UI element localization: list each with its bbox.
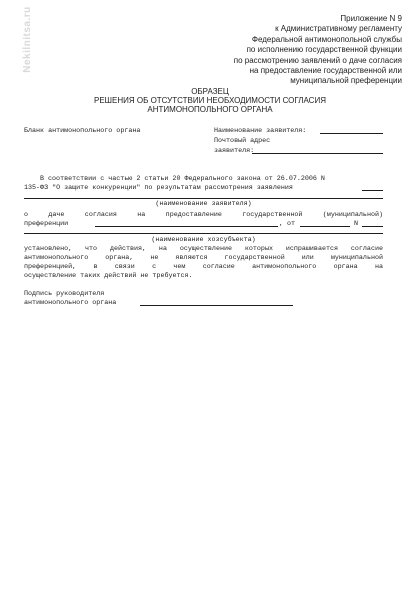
paragraph-2-number-sign: N [354,220,359,228]
title-line: ОБРАЗЕЦ [191,87,229,96]
preference-field [95,226,278,227]
postal-address-field [252,153,383,154]
paragraph-2-from: , от [279,220,296,228]
paragraph-3-line-2: антимонопольного органа, не являются государственной или муниципальной [24,254,383,262]
paragraph-3-line-3: преференцией, в связи с чем согласие антимонопольного органа на [24,263,383,271]
appendix-line: Федеральной антимонопольной службы [251,34,402,44]
paragraph-3-line-4: осуществление таких действий не требуется. [24,272,193,280]
title-line: РЕШЕНИЯ ОБ ОТСУТСТВИИ НЕОБХОДИМОСТИ СОГЛАСИЯ [94,96,326,105]
watermark-text: Nekilnitsa.ru [21,6,33,73]
title-line: АНТИМОНОПОЛЬНОГО ОРГАНА [147,105,273,114]
caption-entity: (наименование хозсубъекта) [151,236,256,244]
postal-address-label: Почтовый адрес [214,137,271,145]
paragraph-3-line-1: установлено, что действия, на осуществление которых испрашивается согласие [24,245,383,253]
applicant-name-field [320,133,383,134]
date-field [300,226,350,227]
paragraph-2-line-1: о даче согласия на предоставление государственной (муниципальной) [24,211,383,219]
appendix-line: на предоставление государственной или [249,66,402,76]
application-field [362,190,383,191]
appendix-line: к Административному регламенту [275,24,402,34]
postal-address-label-2: заявителя: [214,147,255,155]
appendix-line: по рассмотрению заявлений о даче согласия [233,55,402,65]
applicant-name-label: Наименование заявителя: [214,127,307,135]
appendix-line: по исполнению государственной функции [246,45,402,55]
paragraph-1-line-1: В соответствии с частью 2 статьи 20 Федерального закона от 26.07.2006 N [40,175,325,183]
entity-fill-line [24,233,383,234]
caption-applicant: (наименование заявителя) [155,200,252,208]
appendix-line: Приложение N 9 [340,14,402,23]
paragraph-2-prefix: преференции [24,220,69,228]
appendix-line: муниципальной преференции [290,76,402,86]
signature-field [140,305,293,306]
signature-label-2: антимонопольного органа [24,299,117,307]
number-field [362,226,383,227]
letterhead-label: Бланк антимонопольного органа [24,127,141,135]
appendix-header [172,14,402,87]
signature-label-1: Подпись руководителя [24,290,105,298]
applicant-fill-line [24,198,383,199]
paragraph-1-line-2: 135-ФЗ "О защите конкуренции" по результатам рассмотрения заявления [24,184,293,192]
document-title [60,87,360,114]
